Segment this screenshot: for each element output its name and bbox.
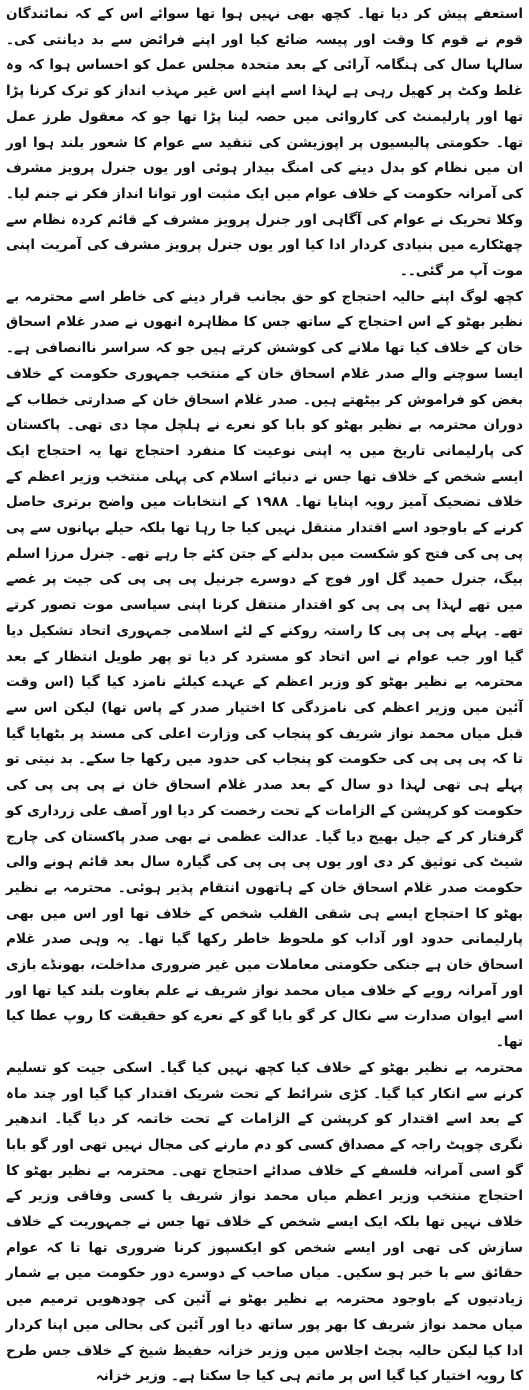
article-paragraph-3: محترمہ بے نظیر بھٹو کے خلاف کیا کچھ نہیں کیا گیا۔ اسکی جیت کو تسلیم کرنے سے انکار کیا گیا۔ کڑی شرائط کے تحت شریک اقتدار کیا گیا اور چند ماہ کے بعد اسے اقتدار کو کرپشن کے الزامات کے تحت خاتمہ کر دیا گیا۔ اندھیر نگری چوپٹ راجہ کے مصداق کسی کو دم مارنے کی مجال نہیں تھی اور گو بابا گو اسی آمرانہ فلسفے کے خلاف صدائے احتجاج تھی۔ محترمہ بے نظیر بھٹو کا احتجاج منتخب وزیر اعظم میاں محمد نواز شریف یا کسی وفاقی وزیر کے خلاف نہیں تھا بلکہ ایک ایسے شخص کے خلاف تھا جس نے جمہوریت کے خلاف سازش کی تھی اور ایسے شخص کو ایکسپوز کرنا ضروری تھا تا کہ عوام حقائق سے با خبر ہو سکیں۔ میاں صاحب کے دوسرے دور حکومت میں بے شمار زیادتیوں کے باوجود محترمہ بے نظیر بھٹو نے آئین کی چودھویں ترمیم میں میاں محمد نواز شریف کا بھر پور ساتھ دیا اور آئین کی بحالی میں اپنا کردار ادا کیا لیکن حالیہ بجٹ اجلاس میں وزیر خزانہ حفیظ شیخ کے خلاف جس طرح کا رویہ اختیار کیا گیا اس پر ماتم ہی کیا جا سکتا ہے۔ وزیر خزانہ <box>6 1059 523 1385</box>
article-paragraph-2: کچھ لوگ اپنے حالیہ احتجاج کو حق بجانب قرار دینے کی خاطر اسے محترمہ بے نظیر بھٹو کے اس احتجاج کے ساتھ جس کا مظاہرہ انھوں نے صدر غلام اسحاق خان کے خلاف کیا تھا ملانے کی کوشش کرتے ہیں جو کہ سراسر ناانصافی ہے۔ ایسا سوچنے والے صدر غلام اسحاق خان کے منتخب جمہوری حکومت کے خلاف بغض کو فراموش کر بیٹھتے ہیں۔ صدر غلام اسحاق خان کے صدارتی خطاب کے دوران محترمہ بے نظیر بھٹو کو بابا کو نعرے نے ہلچل مچا دی تھی۔ پاکستان کی پارلیمانی تاریخ میں یہ اپنی نوعیت کا منفرد احتجاج تھا یہ احتجاج ایک ایسے شخص کے خلاف تھا جس نے دنیائے اسلام کی پہلی منتخب وزیر اعظم کے خلاف تضحیک آمیز رویہ اپنایا تھا۔ ١٩٨٨ کے انتخابات میں واضح برتری حاصل کرنے کے باوجود اسے اقتدار منتقل نہیں کیا جا رہا تھا بلکہ حیلے بہانوں سے پی پی پی کی فتح کو شکست میں بدلنے کے جتن کئے جا رہے تھے۔ جنرل مرزا اسلم بیگ، جنرل حمید گل اور فوج کے دوسرے جرنیل پی پی پی کی جیت پر غصے میں تھے لہذا پی پی پی کو اقتدار منتقل کرنا اپنی سیاسی موت تصور کرتے تھے۔ پہلے پی پی پی کا راستہ روکنے کے لئے اسلامی جمہوری اتحاد تشکیل دیا گیا اور جب عوام نے اس اتحاد کو مسترد کر دیا تو پھر طویل انتظار کے بعد محترمہ بے نظیر بھٹو کو وزیر اعظم کے عہدے کیلئے نامزد کیا گیا (اس وقت آئین میں وزیر اعظم کی نامزدگی کا اختیار صدر کے پاس تھا) لیکن اس سے قبل میاں محمد نواز شریف کو پنجاب کی وزارت اعلی کی مسند پر بٹھایا گیا تا کہ پی پی پی کی حکومت کو پنجاب کی حدود میں رکھا جا سکے۔ بد نیتی تو پہلے ہی تھی لہذا دو سال کے بعد صدر غلام اسحاق خان نے پی پی پی کی حکومت کو کرپشن کے الزامات کے تحت رخصت کر دیا اور آصف علی زرداری کو گرفتار کر کے جیل بھیج دیا گیا۔ عدالت عظمی نے بھی صدر پاکستان کی چارج شیٹ کی توثیق کر دی اور یوں پی پی پی کی گیارہ سال بعد قائم ہونے والی حکومت صدر غلام اسحاق خان کے ہاتھوں انتقام پذیر ہوئی۔ محترمہ بے نظیر بھٹو کا احتجاج ایسے ہی شقی القلب شخص کے خلاف تھا اور اس میں بھی پارلیمانی حدود اور آداب کو ملحوظ خاطر رکھا گیا تھا۔ یہ وہی صدر غلام اسحاق خان ہے جنکی حکومتی معاملات میں غیر ضروری مداخلت، بھونڈے بازی اور آمرانہ رویے کے خلاف میاں محمد نواز شریف نے علم بغاوت بلند کیا تھا اور اسے ایوان صدارت سے نکال کر گو بابا گو کے نعرے کو حقیقت کا روپ عطا کیا تھا۔ <box>6 288 523 1051</box>
article-paragraph-1: استعفے پیش کر دیا تھا۔ کچھ بھی نہیں ہوا تھا سوائے اس کے کہ نمائندگان قوم نے قوم کا وقت اور پیسہ ضائع کیا اور اپنے فرائض سے بد دیانتی کی۔ سالہا سال کی ہنگامہ آرائی کے بعد متحدہ مجلس عمل کو احساس ہوا کہ وہ غلط وکٹ پر کھیل رہی ہے لہذا اسے اپنے اس غیر مہذب انداز کو ترک کرنا پڑا تھا اور پارلیمنٹ کی کاروائی میں حصہ لینا پڑا تھا جو کہ معقول طرز عمل تھا۔ حکومتی پالیسیوں پر اپوزیشن کی تنقید سے عوام کا شعور بلند ہوا اور ان میں نظام کو بدل دینے کی امنگ بیدار ہوئی اور یوں جنرل پرویز مشرف کی آمرانہ حکومت کے خلاف عوام میں ایک مثبت اور توانا انداز فکر نے جنم لیا۔ وکلا تحریک نے عوام کی آگاہی اور جنرل پرویز مشرف کے قائم کردہ نظام سے چھٹکارے میں بنیادی کردار ادا کیا اور یوں جنرل پرویز مشرف کی آمریت اپنی موت آپ مر گئی۔۔ <box>6 6 523 280</box>
